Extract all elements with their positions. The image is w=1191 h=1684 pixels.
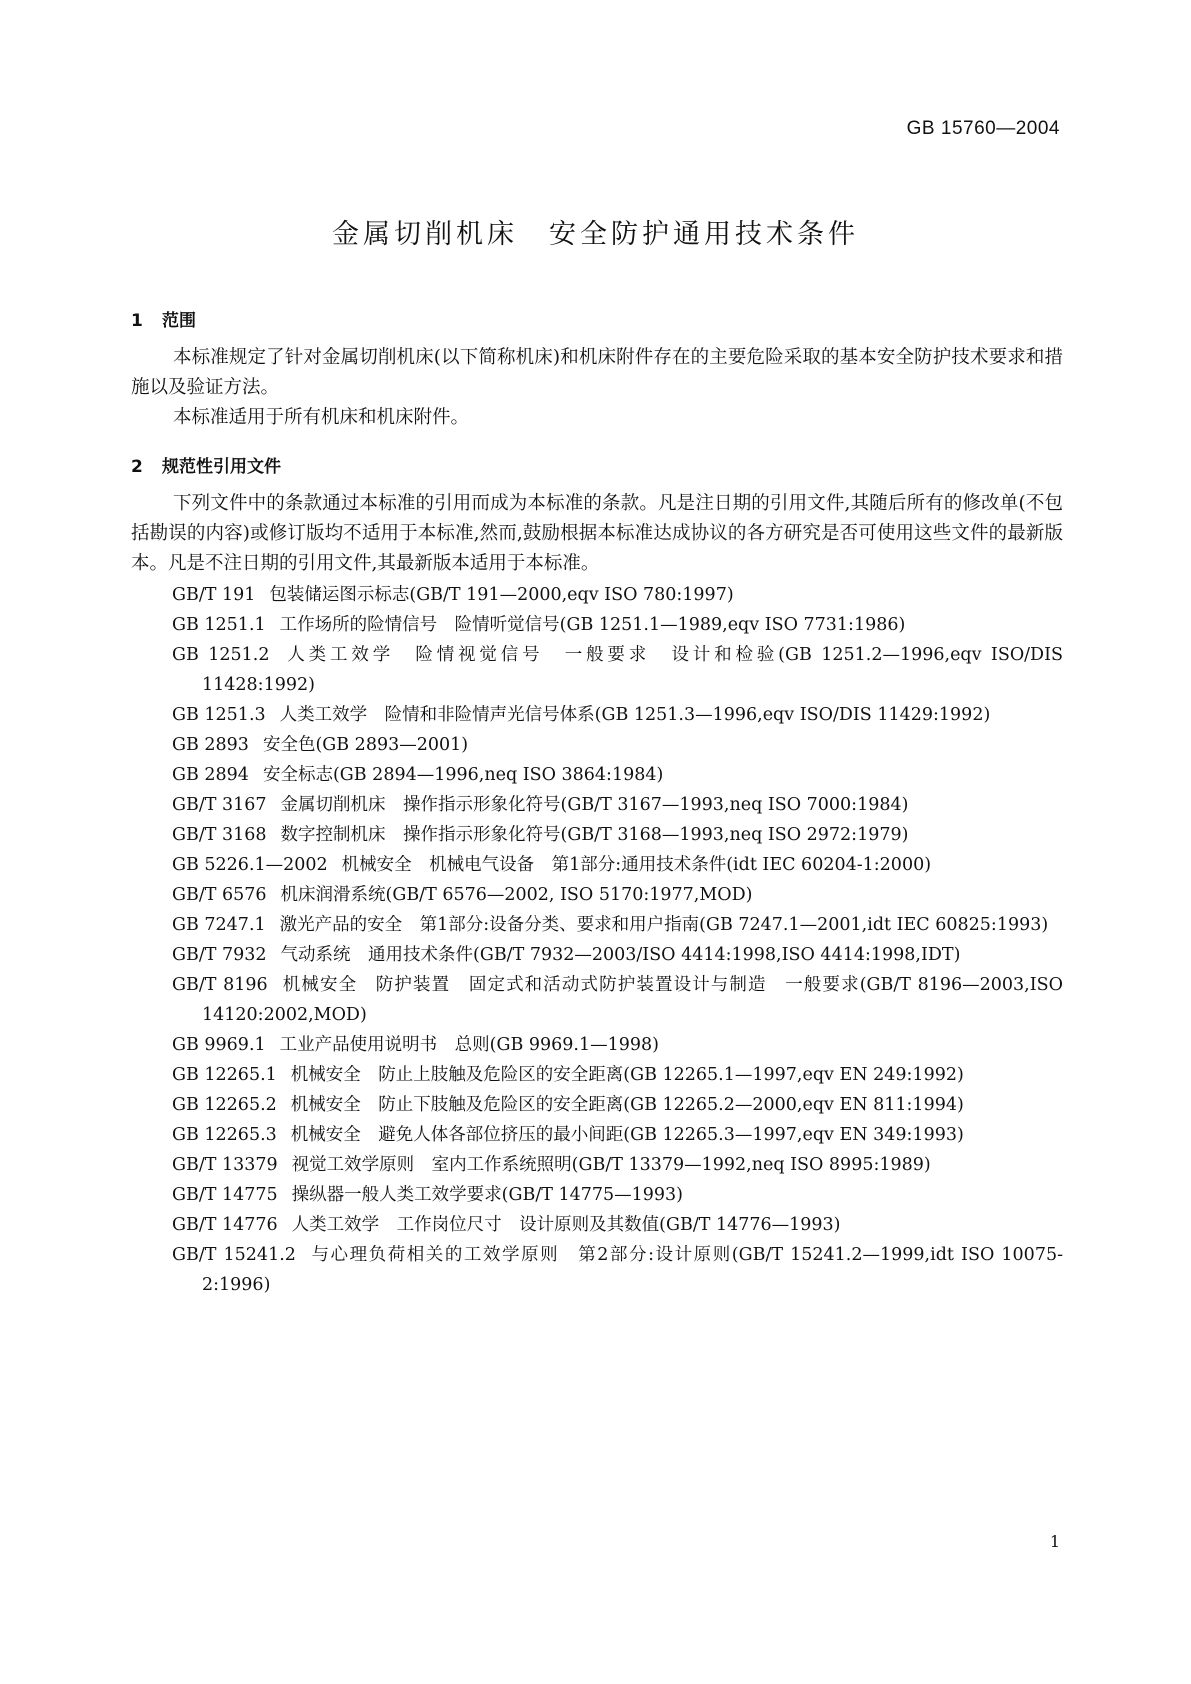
reference-code: GB 7247.1 — [172, 915, 266, 935]
reference-item — [172, 640, 1063, 700]
reference-item — [172, 700, 1063, 730]
section-2-heading — [131, 452, 281, 477]
document-title: 金属切削机床 安全防护通用技术条件 — [332, 219, 859, 250]
reference-code: GB/T 7932 — [172, 945, 267, 965]
reference-text: 与心理负荷相关的工效学原则 第2部分:设计原则(GB/T 15241.2—1999,idt ISO 10075-2:1996) — [202, 1245, 1063, 1295]
reference-code: GB/T 3167 — [172, 795, 267, 815]
reference-code: GB 2894 — [172, 765, 249, 785]
reference-text: 金属切削机床 操作指示形象化符号(GB/T 3167—1993,neq ISO 7000:1984) — [280, 795, 909, 815]
reference-item — [172, 610, 1063, 640]
reference-text: 机械安全 防止上肢触及危险区的安全距离(GB 12265.1—1997,eqv EN 249:1992) — [290, 1065, 964, 1085]
reference-item — [172, 730, 1063, 760]
reference-text: 安全标志(GB 2894—1996,neq ISO 3864:1984) — [262, 765, 664, 785]
section-title: 范围 — [162, 311, 196, 331]
reference-item — [172, 1180, 1063, 1210]
reference-text: 人类工效学 工作岗位尺寸 设计原则及其数值(GB/T 14776—1993) — [291, 1215, 841, 1235]
reference-code: GB/T 6576 — [172, 885, 267, 905]
reference-code: GB 1251.3 — [172, 705, 266, 725]
reference-text: 气动系统 通用技术条件(GB/T 7932—2003/ISO 4414:1998,ISO 4414:1998,IDT) — [280, 945, 961, 965]
reference-text: 数字控制机床 操作指示形象化符号(GB/T 3168—1993,neq ISO 2972:1979) — [280, 825, 909, 845]
reference-code: GB/T 3168 — [172, 825, 267, 845]
standard-code: GB 15760—2004 — [906, 118, 1060, 139]
reference-item — [172, 910, 1063, 940]
page-number: 1 — [1049, 1532, 1060, 1551]
reference-code: GB/T 14776 — [172, 1215, 278, 1235]
reference-item — [172, 1120, 1063, 1150]
reference-code: GB/T 8196 — [172, 975, 268, 995]
references-intro-paragraph: 下列文件中的条款通过本标准的引用而成为本标准的条款。凡是注日期的引用文件,其随后所有的修改单(不包括勘误的内容)或修订版均不适用于本标准,然而,鼓励根据本标准达成协议的各方研究是否可使用这些文件的最新版本。凡是不注日期的引用文件,其最新版本适用于本标准。 — [131, 493, 1063, 574]
reference-item — [172, 970, 1063, 1030]
reference-text: 机械安全 机械电气设备 第1部分:通用技术条件(idt IEC 60204-1:2000) — [341, 855, 932, 875]
reference-text: 操纵器一般人类工效学要求(GB/T 14775—1993) — [291, 1185, 683, 1205]
section-title: 规范性引用文件 — [162, 457, 281, 477]
reference-item — [172, 1240, 1063, 1300]
reference-item — [172, 880, 1063, 910]
reference-code: GB 12265.2 — [172, 1095, 277, 1115]
reference-code: GB/T 15241.2 — [172, 1245, 296, 1265]
scope-paragraph-1: 本标准规定了针对金属切削机床(以下简称机床)和机床附件存在的主要危险采取的基本安全防护技术要求和措施以及验证方法。 — [131, 347, 1063, 398]
reference-item — [172, 1210, 1063, 1240]
reference-code: GB/T 191 — [172, 585, 256, 605]
scope-paragraph-2: 本标准适用于所有机床和机床附件。 — [173, 407, 470, 428]
reference-text: 机械安全 防护装置 固定式和活动式防护装置设计与制造 一般要求(GB/T 8196—2003,ISO 14120:2002,MOD) — [202, 975, 1063, 1025]
reference-text: 工作场所的险情信号 险情听觉信号(GB 1251.1—1989,eqv ISO 7731:1986) — [279, 615, 906, 635]
reference-code: GB/T 14775 — [172, 1185, 278, 1205]
reference-text: 安全色(GB 2893—2001) — [262, 735, 469, 755]
reference-text: 机械安全 避免人体各部位挤压的最小间距(GB 12265.3—1997,eqv EN 349:1993) — [290, 1125, 964, 1145]
reference-item — [172, 1060, 1063, 1090]
reference-code: GB/T 13379 — [172, 1155, 278, 1175]
reference-code: GB 9969.1 — [172, 1035, 266, 1055]
reference-item — [172, 1090, 1063, 1120]
reference-code: GB 12265.3 — [172, 1125, 277, 1145]
reference-item — [172, 1150, 1063, 1180]
section-number: 2 — [131, 457, 143, 477]
reference-item — [172, 790, 1063, 820]
reference-text: 机床润滑系统(GB/T 6576—2002, ISO 5170:1977,MOD) — [280, 885, 753, 905]
reference-text: 激光产品的安全 第1部分:设备分类、要求和用户指南(GB 7247.1—2001,idt IEC 60825:1993) — [279, 915, 1049, 935]
section-1-heading — [131, 306, 196, 331]
reference-code: GB 12265.1 — [172, 1065, 277, 1085]
reference-text: 包装储运图示标志(GB/T 191—2000,eqv ISO 780:1997) — [269, 585, 734, 605]
reference-item — [172, 1030, 1063, 1060]
reference-text: 机械安全 防止下肢触及危险区的安全距离(GB 12265.2—2000,eqv EN 811:1994) — [290, 1095, 964, 1115]
reference-item — [172, 760, 1063, 790]
section-number: 1 — [131, 311, 143, 331]
reference-text: 人类工效学 险情和非险情声光信号体系(GB 1251.3—1996,eqv ISO/DIS 11429:1992) — [279, 705, 991, 725]
reference-text: 视觉工效学原则 室内工作系统照明(GB/T 13379—1992,neq ISO 8995:1989) — [291, 1155, 931, 1175]
reference-item — [172, 850, 1063, 880]
reference-item — [172, 940, 1063, 970]
reference-code: GB 2893 — [172, 735, 249, 755]
reference-code: GB 1251.2 — [172, 645, 270, 665]
reference-code: GB 5226.1—2002 — [172, 855, 328, 875]
reference-item — [172, 580, 1063, 610]
reference-text: 人类工效学 险情视觉信号 一般要求 设计和检验(GB 1251.2—1996,eqv ISO/DIS 11428:1992) — [202, 645, 1063, 695]
reference-text: 工业产品使用说明书 总则(GB 9969.1—1998) — [279, 1035, 659, 1055]
normative-references-list — [172, 580, 1063, 1300]
reference-code: GB 1251.1 — [172, 615, 266, 635]
reference-item — [172, 820, 1063, 850]
